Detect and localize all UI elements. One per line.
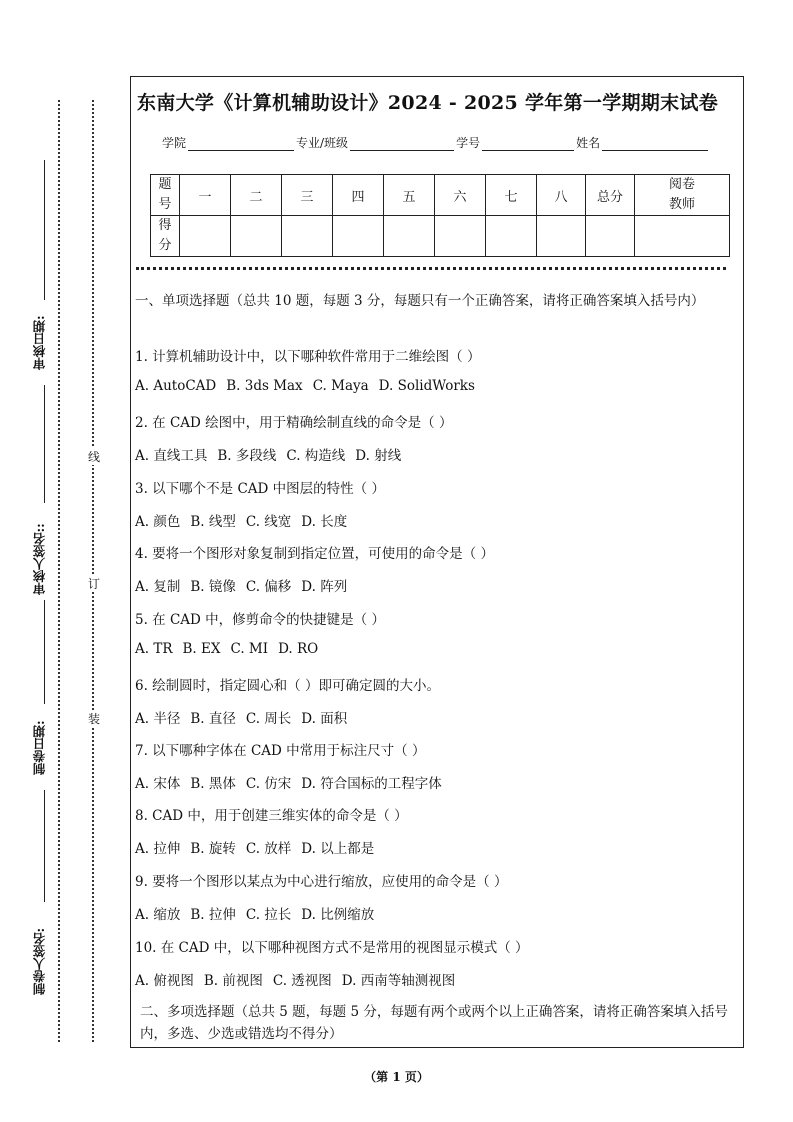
review-date-line bbox=[44, 160, 45, 300]
option-c[interactable]: C. 拉长 bbox=[245, 907, 292, 923]
exam-title: 东南大学《计算机辅助设计》2024 - 2025 学年第一学期期末试卷 bbox=[137, 92, 718, 114]
score-cell[interactable] bbox=[486, 216, 537, 257]
option-d[interactable]: D. 阵列 bbox=[301, 579, 348, 595]
question-5-options bbox=[135, 641, 328, 657]
question-1: 1. 计算机辅助设计中，以下哪种软件常用于二维绘图（ ） bbox=[135, 349, 481, 365]
question-8: 8. CAD 中，用于创建三维实体的命令是（ ） bbox=[135, 808, 408, 824]
score-cell-header: 三 bbox=[282, 175, 333, 216]
section-1-heading: 一、单项选择题（总共 10 题，每题 3 分，每题只有一个正确答案，请将正确答案填入括号内） bbox=[135, 293, 705, 309]
page-number: （第 1 页） bbox=[364, 1070, 429, 1084]
field-id-label: 学号 bbox=[456, 136, 481, 150]
option-d[interactable]: D. 西南等轴测视图 bbox=[341, 973, 456, 989]
compile-date-line bbox=[44, 600, 45, 704]
score-cell[interactable] bbox=[635, 216, 730, 257]
binding-char-bind: 装 bbox=[88, 712, 101, 726]
question-10-options bbox=[135, 969, 465, 989]
option-c[interactable]: C. 仿宋 bbox=[245, 776, 292, 792]
option-c[interactable]: C. MI bbox=[230, 641, 269, 657]
question-4-options bbox=[135, 575, 357, 595]
score-cell[interactable] bbox=[435, 216, 486, 257]
option-a[interactable]: A. 缩放 bbox=[135, 907, 181, 923]
question-2-options bbox=[135, 444, 411, 464]
section-2-heading: 二、多项选择题（总共 5 题，每题 5 分，每题有两个或两个以上正确答案，请将正确答案填入括号内，多选、少选或错选均不得分） bbox=[140, 1004, 728, 1042]
option-a[interactable]: A. 颜色 bbox=[135, 514, 181, 530]
review-date-label: 审核日期: bbox=[32, 315, 47, 370]
question-3: 3. 以下哪个不是 CAD 中图层的特性（ ） bbox=[135, 481, 385, 497]
field-name-label: 姓名 bbox=[576, 136, 601, 150]
reviewer-signature-line bbox=[44, 385, 45, 503]
field-major-blank[interactable] bbox=[350, 138, 454, 151]
option-c[interactable]: C. 线宽 bbox=[245, 514, 292, 530]
option-a[interactable]: A. 复制 bbox=[135, 579, 181, 595]
reviewer-signature-label: 审核人签名:: bbox=[32, 523, 47, 595]
question-1-options bbox=[135, 378, 485, 394]
score-cell-header: 六 bbox=[435, 175, 486, 216]
option-c[interactable]: C. Maya bbox=[312, 378, 369, 394]
score-cell-header: 四 bbox=[333, 175, 384, 216]
score-cell[interactable] bbox=[537, 216, 586, 257]
question-4: 4. 要将一个图形对象复制到指定位置，可使用的命令是（ ） bbox=[135, 546, 494, 562]
question-10: 10. 在 CAD 中，以下哪种视图方式不是常用的视图显示模式（ ） bbox=[135, 940, 529, 956]
score-cell[interactable] bbox=[282, 216, 333, 257]
score-cell-header: 一 bbox=[180, 175, 231, 216]
score-cell-header: 题号 bbox=[151, 175, 180, 216]
score-cell-label: 得分 bbox=[151, 216, 180, 257]
option-d[interactable]: D. 射线 bbox=[355, 448, 402, 464]
compiler-signature-label: 制卷人签名: bbox=[32, 927, 47, 995]
option-a[interactable]: A. AutoCAD bbox=[135, 378, 217, 394]
student-info-row bbox=[162, 134, 710, 151]
option-c[interactable]: C. 偏移 bbox=[245, 579, 292, 595]
question-7-options bbox=[135, 772, 452, 792]
binding-char-line: 线 bbox=[88, 450, 101, 464]
score-cell[interactable] bbox=[586, 216, 635, 257]
option-c[interactable]: C. 放样 bbox=[245, 841, 292, 857]
score-table bbox=[150, 174, 730, 257]
question-8-options bbox=[135, 837, 384, 857]
field-name-blank[interactable] bbox=[602, 138, 708, 151]
option-b[interactable]: B. 直径 bbox=[190, 711, 236, 727]
option-b[interactable]: B. 镜像 bbox=[190, 579, 236, 595]
question-6-options bbox=[135, 707, 357, 727]
option-b[interactable]: B. 多段线 bbox=[217, 448, 277, 464]
question-5: 5. 在 CAD 中，修剪命令的快捷键是（ ） bbox=[135, 612, 385, 628]
binding-dotted-line-inner bbox=[92, 100, 94, 1042]
question-9-options bbox=[135, 903, 384, 923]
option-a[interactable]: A. TR bbox=[135, 641, 173, 657]
score-cell-header: 阅卷教师 bbox=[635, 175, 730, 216]
question-2: 2. 在 CAD 绘图中，用于精确绘制直线的命令是（ ） bbox=[135, 415, 453, 431]
field-college-label: 学院 bbox=[162, 136, 187, 150]
field-college-blank[interactable] bbox=[188, 138, 294, 151]
question-3-options bbox=[135, 510, 357, 530]
score-cell-header: 七 bbox=[486, 175, 537, 216]
question-9: 9. 要将一个图形以某点为中心进行缩放，应使用的命令是（ ） bbox=[135, 874, 508, 890]
dotted-separator bbox=[136, 267, 726, 270]
question-7: 7. 以下哪种字体在 CAD 中常用于标注尺寸（ ） bbox=[135, 743, 426, 759]
option-b[interactable]: B. 黑体 bbox=[190, 776, 236, 792]
option-a[interactable]: A. 直线工具 bbox=[135, 448, 208, 464]
question-6: 6. 绘制圆时，指定圆心和（ ）即可确定圆的大小。 bbox=[135, 678, 440, 694]
score-cell[interactable] bbox=[180, 216, 231, 257]
score-table-score-row bbox=[151, 216, 730, 257]
score-cell-header: 八 bbox=[537, 175, 586, 216]
binding-char-staple: 订 bbox=[88, 577, 101, 591]
option-b[interactable]: B. 前视图 bbox=[203, 973, 263, 989]
option-d[interactable]: D. 符合国标的工程字体 bbox=[301, 776, 442, 792]
score-table-header-row bbox=[151, 175, 730, 216]
option-a[interactable]: A. 半径 bbox=[135, 711, 181, 727]
score-cell[interactable] bbox=[231, 216, 282, 257]
score-cell-header: 五 bbox=[384, 175, 435, 216]
option-d[interactable]: D. 长度 bbox=[301, 514, 348, 530]
score-cell[interactable] bbox=[333, 216, 384, 257]
option-d[interactable]: D. SolidWorks bbox=[378, 378, 475, 394]
option-b[interactable]: B. EX bbox=[182, 641, 221, 657]
option-c[interactable]: C. 透视图 bbox=[272, 973, 332, 989]
option-a[interactable]: A. 宋体 bbox=[135, 776, 181, 792]
option-b[interactable]: B. 拉伸 bbox=[190, 907, 236, 923]
option-a[interactable]: A. 俯视图 bbox=[135, 973, 194, 989]
option-c[interactable]: C. 构造线 bbox=[286, 448, 346, 464]
option-b[interactable]: B. 旋转 bbox=[190, 841, 236, 857]
score-cell-header: 二 bbox=[231, 175, 282, 216]
option-b[interactable]: B. 线型 bbox=[190, 514, 236, 530]
compiler-signature-line bbox=[44, 790, 45, 902]
score-cell-header: 总分 bbox=[586, 175, 635, 216]
field-major-label: 专业/班级 bbox=[296, 136, 349, 150]
option-d[interactable]: D. 面积 bbox=[301, 711, 348, 727]
option-d[interactable]: D. RO bbox=[278, 641, 319, 657]
option-d[interactable]: D. 以上都是 bbox=[301, 841, 375, 857]
option-c[interactable]: C. 周长 bbox=[245, 711, 292, 727]
option-b[interactable]: B. 3ds Max bbox=[226, 378, 303, 394]
option-d[interactable]: D. 比例缩放 bbox=[301, 907, 375, 923]
score-cell[interactable] bbox=[384, 216, 435, 257]
field-id-blank[interactable] bbox=[482, 138, 574, 151]
option-a[interactable]: A. 拉伸 bbox=[135, 841, 181, 857]
compile-date-label: 制卷日期: bbox=[32, 720, 47, 775]
